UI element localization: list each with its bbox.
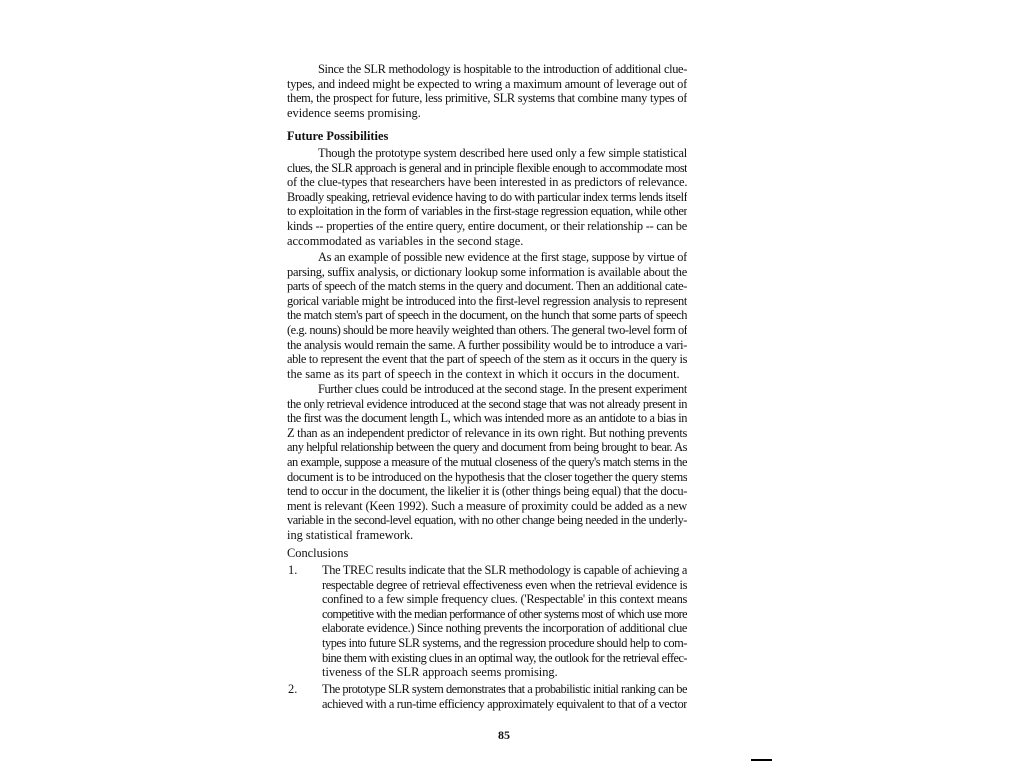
text-line: Further clues could be introduced at the second stage. In the present experiment <box>318 382 687 396</box>
text-line: the analysis would remain the same. A further possibility would be to introduce a vari- <box>287 337 687 352</box>
text-line: document is to be introduced on the hypothesis that the closer together the query stems <box>287 469 687 484</box>
text-line: clues, the SLR approach is general and in principle flexible enough to accommodate most <box>287 160 687 175</box>
text-line: them, the prospect for future, less primitive, SLR systems that combine many types of <box>287 91 687 106</box>
text-line: variable in the second-level equation, with no other change being needed in the underly- <box>287 513 687 528</box>
text-line: competitive with the median performance of other systems most of which use more <box>322 606 687 621</box>
text-line: the same as its part of speech in the context in which it occurs in the document. <box>287 366 680 381</box>
text-line: types into future SLR systems, and the regression procedure should help to com- <box>322 635 687 650</box>
text-line: accommodated as variables in the second stage. <box>287 233 524 248</box>
text-line: bine them with existing clues in an optimal way, the outlook for the retrieval effec- <box>322 650 687 665</box>
text-line: As an example of possible new evidence at the first stage, suppose by virtue of <box>318 250 687 264</box>
paragraph-future-2 <box>287 250 687 381</box>
text-line: to exploitation in the form of variables in the first-stage regression equation, while other <box>287 204 687 219</box>
text-line: Since the SLR methodology is hospitable to the introduction of additional clue- <box>318 62 687 76</box>
text-line: parsing, suffix analysis, or dictionary lookup some information is available about the <box>287 264 687 279</box>
text-line: Though the prototype system described here used only a few simple statistical <box>318 146 687 160</box>
text-line: tiveness of the SLR approach seems promising. <box>322 665 558 680</box>
text-line: any helpful relationship between the query and document from being brought to bear. As <box>287 440 687 455</box>
text-line: ment is relevant (Keen 1992). Such a measure of proximity could be added as a new <box>287 498 687 513</box>
list-body <box>322 563 687 680</box>
section-heading-future-possibilities: Future Possibilities <box>287 129 389 143</box>
text-line: the first was the document length L, which was intended more as an antidote to a bias in <box>287 411 687 426</box>
text-line: confined to a few simple frequency clues. ('Respectable' in this context means <box>322 592 687 607</box>
text-line: evidence seems promising. <box>287 105 421 120</box>
text-line: an example, suppose a measure of the mutual closeness of the query's match stems in the <box>287 454 687 469</box>
text-line: parts of speech of the match stems in the query and document. Then an additional cate- <box>287 279 687 294</box>
text-line: able to represent the event that the part of speech of the stem as it occurs in the query is <box>287 352 687 367</box>
text-line: achieved with a run-time efficiency approximately equivalent to that of a vector <box>322 696 687 711</box>
text-line: The prototype SLR system demonstrates that a probabilistic initial ranking can be <box>322 682 687 696</box>
paragraph-future-3 <box>287 382 687 543</box>
text-line: ing statistical framework. <box>287 527 414 542</box>
text-line: the only retrieval evidence introduced at the second stage that was not already present in <box>287 396 687 411</box>
text-line: Broadly speaking, retrieval evidence having to do with particular index terms lends itself <box>287 189 687 204</box>
text-line: respectable degree of retrieval effectiveness even when the retrieval evidence is <box>322 577 687 592</box>
text-line: (e.g. nouns) should be more heavily weighted than others. The general two-level form of <box>287 322 687 337</box>
paragraph-future-1 <box>287 146 687 248</box>
text-line: Z than as an independent predictor of relevance in its own right. But nothing prevents <box>287 425 687 440</box>
text-line: gorical variable might be introduced into the first-level regression analysis to represent <box>287 293 687 308</box>
list-number: 2. <box>288 682 298 696</box>
text-line: types, and indeed might be expected to wring a maximum amount of leverage out of <box>287 76 687 91</box>
list-body <box>322 682 687 711</box>
section-heading-conclusions: Conclusions <box>287 546 349 560</box>
scan-mark <box>751 759 772 761</box>
text-line: tend to occur in the document, the likelier it is (other things being equal) that the docu- <box>287 484 687 499</box>
text-line: kinds -- properties of the entire query, entire document, or their relationship -- can be <box>287 218 687 233</box>
page-number: 85 <box>498 728 510 742</box>
paragraph-intro <box>287 62 687 120</box>
text-line: The TREC results indicate that the SLR methodology is capable of achieving a <box>322 563 687 577</box>
text-line: the match stem's part of speech in the document, on the hunch that some parts of speech <box>287 308 687 323</box>
text-line: of the clue-types that researchers have been interested in as predictors of relevance. <box>287 175 687 190</box>
list-number: 1. <box>288 563 298 577</box>
text-line: elaborate evidence.) Since nothing prevents the incorporation of additional clue <box>322 621 687 636</box>
